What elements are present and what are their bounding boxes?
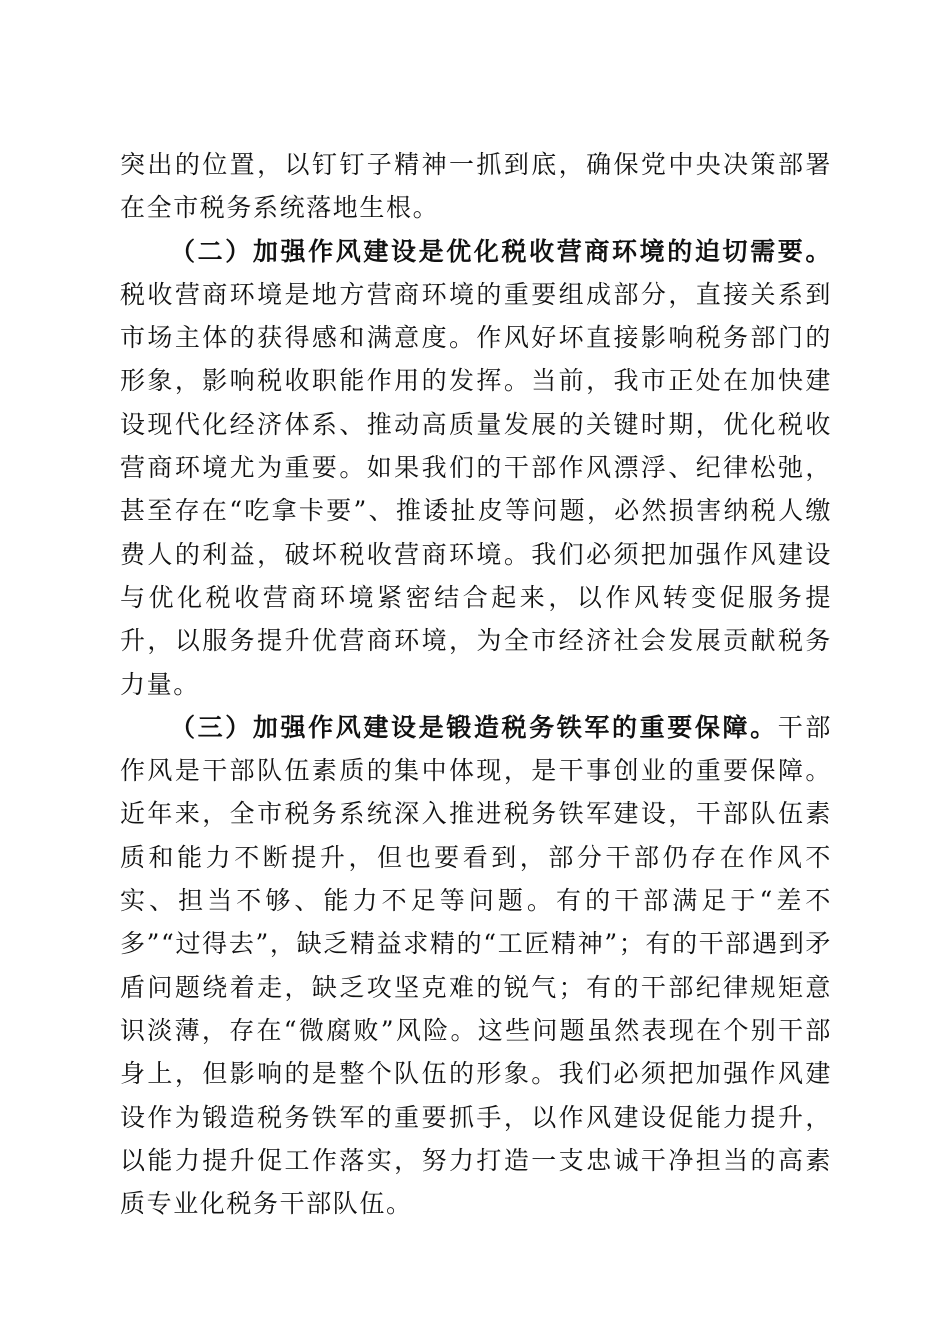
section-heading-3: （三）加强作风建设是锻造税务铁军的重要保障。 bbox=[170, 712, 778, 742]
paragraph-section-3 bbox=[120, 706, 832, 1226]
section-heading-2: （二）加强作风建设是优化税收营商环境的迫切需要。 bbox=[170, 236, 832, 266]
paragraph-text: 税收营商环境是地方营商环境的重要组成部分，直接关系到市场主体的获得感和满意度。作风好坏直接影响税务部门的形象，影响税收职能作用的发挥。当前，我市正处在加快建设现代化经济体系、推动高质量发展的关键时期，优化税收营商环境尤为重要。如果我们的干部作风漂浮、纪律松弛，甚至存在“吃拿卡要”、推诿扯皮等问题，必然损害纳税人缴费人的利益，破坏税收营商环境。我们必须把加强作风建设与优化税收营商环境紧密结合起来，以作风转变促服务提升，以服务提升优营商环境，为全市经济社会发展贡献税务力量。 bbox=[120, 279, 832, 699]
paragraph-text: 干部作风是干部队伍素质的集中体现，是干事创业的重要保障。近年来，全市税务系统深入推进税务铁军建设，干部队伍素质和能力不断提升，但也要看到，部分干部仍存在作风不实、担当不够、能力不足等问题。有的干部满足于“差不多”“过得去”，缺乏精益求精的“工匠精神”；有的干部遇到矛盾问题绕着走，缺乏攻坚克难的锐气；有的干部纪律规矩意识淡薄，存在“微腐败”风险。这些问题虽然表现在个别干部身上，但影响的是整个队伍的形象。我们必须把加强作风建设作为锻造税务铁军的重要抓手，以作风建设促能力提升，以能力提升促工作落实，努力打造一支忠诚干净担当的高素质专业化税务干部队伍。 bbox=[120, 712, 833, 1219]
paragraph-text: 突出的位置，以钉钉子精神一抓到底，确保党中央决策部署在全市税务系统落地生根。 bbox=[120, 150, 832, 223]
paragraph-section-2 bbox=[120, 230, 832, 706]
paragraph-continuation bbox=[120, 143, 832, 230]
document-body bbox=[120, 143, 832, 1225]
